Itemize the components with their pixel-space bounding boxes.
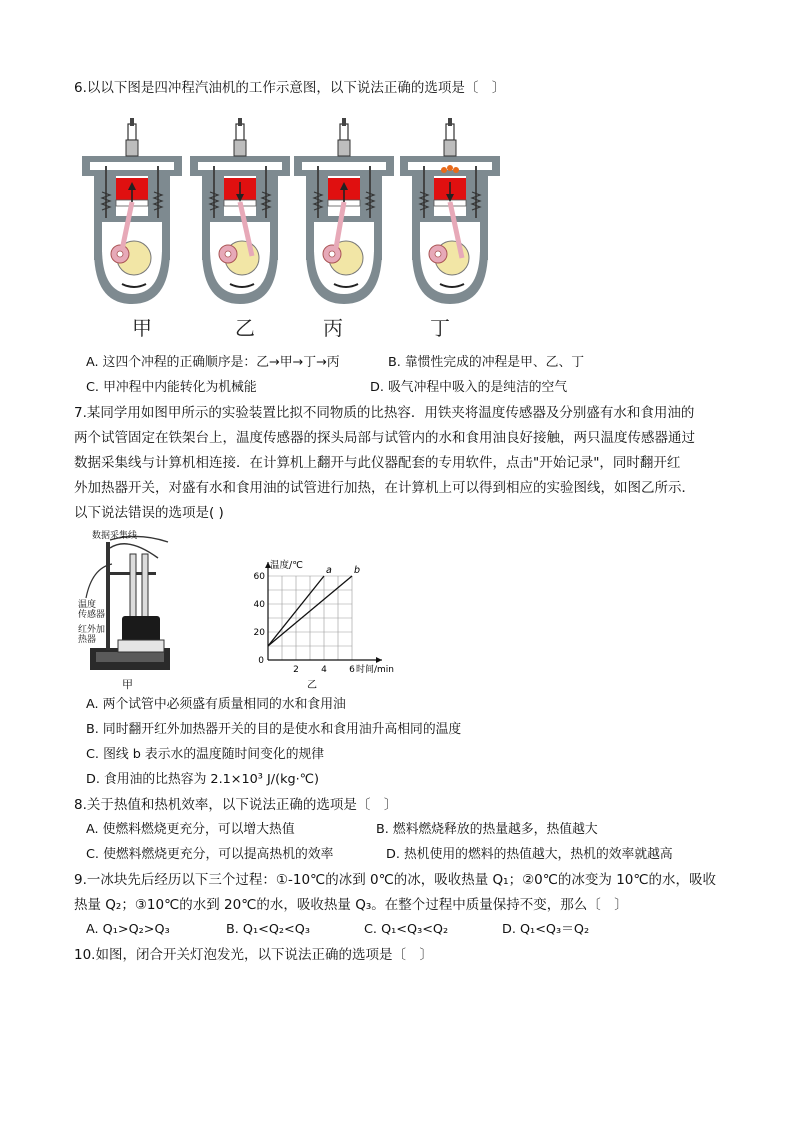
q7-stem-line-3: 数据采集线与计算机相连接．在计算机上翻开与此仪器配套的专用软件，点击"开始记录"，同时翻开红: [74, 455, 681, 471]
temperature-chart-svg: [248, 556, 418, 692]
q8-option-b: B. 燃料燃烧释放的热量越多，热值越大: [376, 822, 598, 837]
y-axis-label: 温度/℃: [270, 560, 303, 571]
engine-diagram: [80, 112, 500, 348]
x-axis-arrow: [376, 657, 382, 663]
x-tick-label: 2: [293, 665, 299, 675]
engine-label-yi: 乙: [235, 316, 255, 340]
y-tick-label: 40: [253, 600, 265, 610]
q7-stem-line-2: 两个试管固定在铁架台上，温度传感器的探头局部与试管内的水和食用油良好接触，两只温度传感器通过: [74, 430, 695, 446]
q6-option-b: B. 靠惯性完成的冲程是甲、乙、丁: [388, 355, 585, 370]
engine-label-bing: 丙: [323, 316, 343, 340]
origin-label: 0: [258, 656, 264, 666]
x-axis-label: 时间/min: [356, 665, 395, 675]
q6-option-d: D. 吸气冲程中吸入的是纯洁的空气: [370, 380, 568, 395]
q8-stem: 8.关于热值和热机效率，以下说法正确的选项是〔 〕: [74, 797, 398, 813]
apparatus-label-sensor-2: 传感器: [78, 610, 106, 620]
engine-label-jia: 甲: [132, 316, 152, 340]
series-label-a: a: [326, 565, 332, 576]
temperature-chart: [248, 556, 418, 692]
q8-option-c: C. 使燃料燃烧更充分，可以提高热机的效率: [86, 847, 334, 862]
engine-label-ding: 丁: [430, 316, 450, 340]
q6-stem: 6.以以下图是四冲程汽油机的工作示意图，以下说法正确的选项是〔 〕: [74, 80, 506, 96]
q10-stem: 10.如图，闭合开关灯泡发光，以下说法正确的选项是〔 〕: [74, 947, 433, 963]
y-tick-label: 20: [253, 628, 265, 638]
q6-option-a: A. 这四个冲程的正确顺序是：乙→甲→丁→丙: [86, 355, 340, 370]
q7-stem-line-4: 外加热器开关，对盛有水和食用油的试管进行加热，在计算机上可以得到相应的实验图线，如图乙所示．: [74, 480, 695, 496]
q9-option-a: A. Q₁>Q₂>Q₃: [86, 922, 170, 937]
q7-stem-line-1: 7.某同学用如图甲所示的实验装置比拟不同物质的比热容．用铁夹将温度传感器及分别盛有水和食用油的: [74, 405, 695, 421]
apparatus-figure: [78, 528, 178, 690]
x-tick-label: 4: [321, 665, 327, 675]
q9-option-d: D. Q₁<Q₃＝Q₂: [502, 922, 590, 937]
q9-option-c: C. Q₁<Q₃<Q₂: [364, 922, 449, 937]
apparatus-label-cable: 数据采集线: [92, 531, 138, 541]
q9-stem-line-1: 9.一冰块先后经历以下三个过程：①-10℃的冰到 0℃的冰，吸收热量 Q₁；②0℃的冰变为 10℃的水，吸收: [74, 872, 717, 888]
y-tick-label: 60: [253, 572, 265, 582]
q7-option-a: A. 两个试管中必须盛有质量相同的水和食用油: [86, 697, 346, 712]
x-tick-label: 6: [349, 665, 355, 675]
q7-option-b: B. 同时翻开红外加热器开关的目的是使水和食用油升高相同的温度: [86, 722, 462, 737]
q9-option-b: B. Q₁<Q₂<Q₃: [226, 922, 310, 937]
q8-option-a: A. 使燃料燃烧更充分，可以增大热值: [86, 822, 295, 837]
q7-option-c: C. 图线 b 表示水的温度随时间变化的规律: [86, 747, 325, 762]
apparatus-label-sensor-1: 温度: [78, 600, 97, 610]
q6-option-c: C. 甲冲程中内能转化为机械能: [86, 380, 257, 395]
q7-stem-line-5: 以下说法错误的选项是( ): [74, 505, 224, 521]
apparatus-label-heater-1: 红外加: [78, 625, 106, 635]
q9-stem-line-2: 热量 Q₂；③10℃的水到 20℃的水，吸收热量 Q₃。在整个过程中质量保持不变，那么〔 〕: [74, 897, 628, 913]
apparatus-caption: 甲: [122, 678, 133, 691]
chart-caption: 乙: [307, 680, 317, 691]
q7-option-d: D. 食用油的比热容为 2.1×10³ J/(kg·℃): [86, 772, 320, 787]
series-label-b: b: [354, 565, 361, 576]
q8-option-d: D. 热机使用的燃料的热值越大，热机的效率就越高: [386, 847, 673, 862]
apparatus-label-heater-2: 热器: [78, 635, 97, 645]
